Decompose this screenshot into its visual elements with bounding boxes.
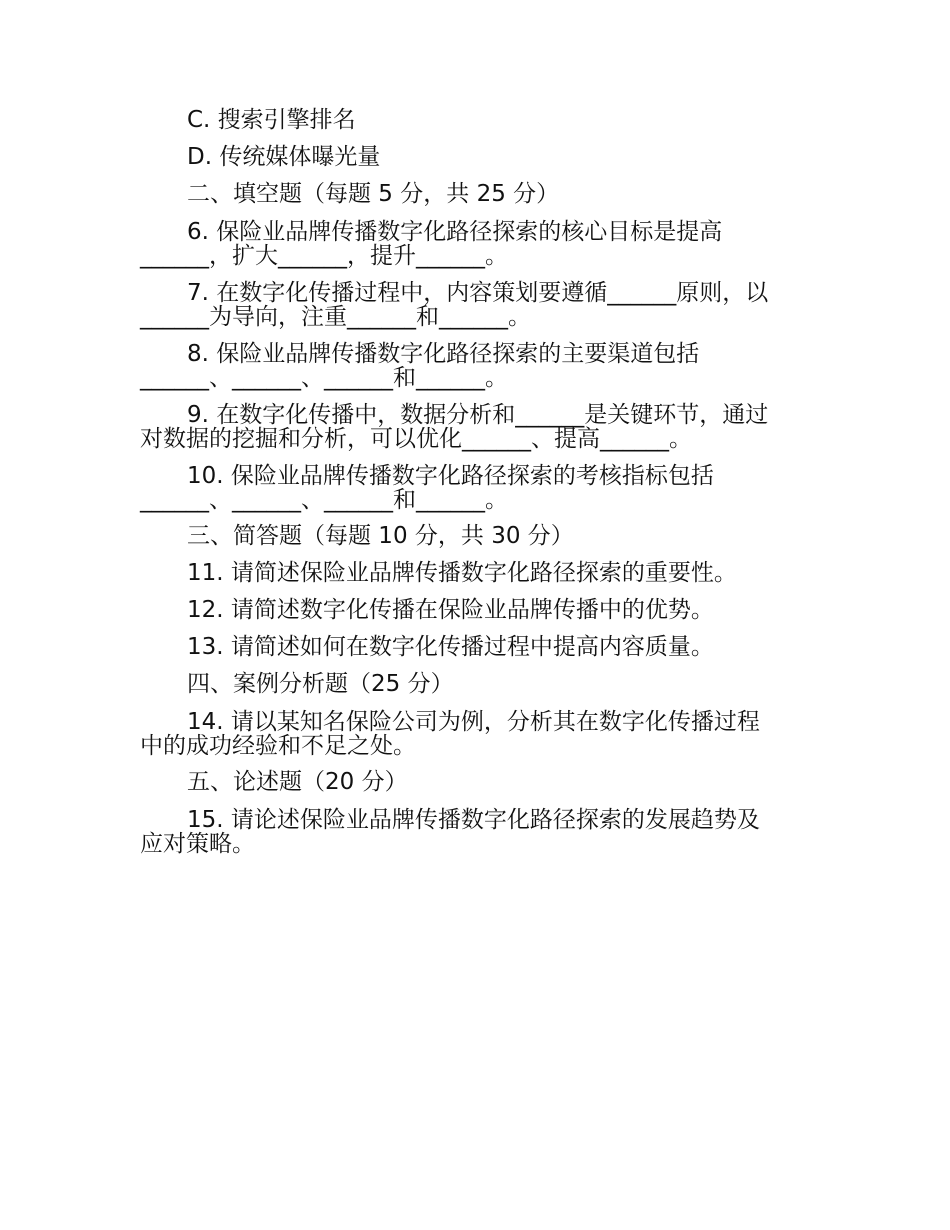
question-7-line2: ______为导向，注重______和______。 [140, 304, 531, 330]
question-12: 12. 请简述数字化传播在保险业品牌传播中的优势。 [187, 597, 714, 623]
question-6-line2: ______，扩大______，提升______。 [140, 243, 508, 269]
question-8-line2: ______、______、______和______。 [140, 365, 508, 391]
question-14 [140, 703, 808, 764]
document-body [140, 102, 808, 862]
question-9-line1: 9. 在数字化传播中，数据分析和______是关键环节，通过 [187, 402, 769, 428]
question-14-line2: 中的成功经验和不足之处。 [140, 733, 416, 759]
question-10 [140, 457, 808, 518]
question-8-line1: 8. 保险业品牌传播数字化路径探索的主要渠道包括 [187, 341, 700, 367]
question-9-line2: 对数据的挖掘和分析，可以优化______、提高______。 [140, 426, 692, 452]
section-heading-essay: 五、论述题（20 分） [187, 769, 408, 795]
question-8 [140, 335, 808, 396]
question-15-line2: 应对策略。 [140, 831, 255, 857]
question-7-line1: 7. 在数字化传播过程中，内容策划要遵循______原则，以 [187, 280, 769, 306]
question-14-line1: 14. 请以某知名保险公司为例，分析其在数字化传播过程 [187, 709, 760, 735]
question-10-line2: ______、______、______和______。 [140, 487, 508, 513]
section-heading-fill-in: 二、填空题（每题 5 分，共 25 分） [187, 181, 560, 207]
question-11: 11. 请简述保险业品牌传播数字化路径探索的重要性。 [187, 560, 737, 586]
question-7 [140, 274, 808, 335]
question-6-line1: 6. 保险业品牌传播数字化路径探索的核心目标是提高 [187, 219, 723, 245]
option-c: C. 搜索引擎排名 [187, 107, 356, 133]
question-15 [140, 801, 808, 862]
section-heading-case-analysis: 四、案例分析题（25 分） [187, 671, 454, 697]
option-d: D. 传统媒体曝光量 [187, 144, 381, 170]
question-9 [140, 396, 808, 457]
question-10-line1: 10. 保险业品牌传播数字化路径探索的考核指标包括 [187, 463, 714, 489]
question-15-line1: 15. 请论述保险业品牌传播数字化路径探索的发展趋势及 [187, 807, 760, 833]
question-13: 13. 请简述如何在数字化传播过程中提高内容质量。 [187, 634, 714, 660]
question-6 [140, 213, 808, 274]
section-heading-short-answer: 三、简答题（每题 10 分，共 30 分） [187, 523, 574, 549]
